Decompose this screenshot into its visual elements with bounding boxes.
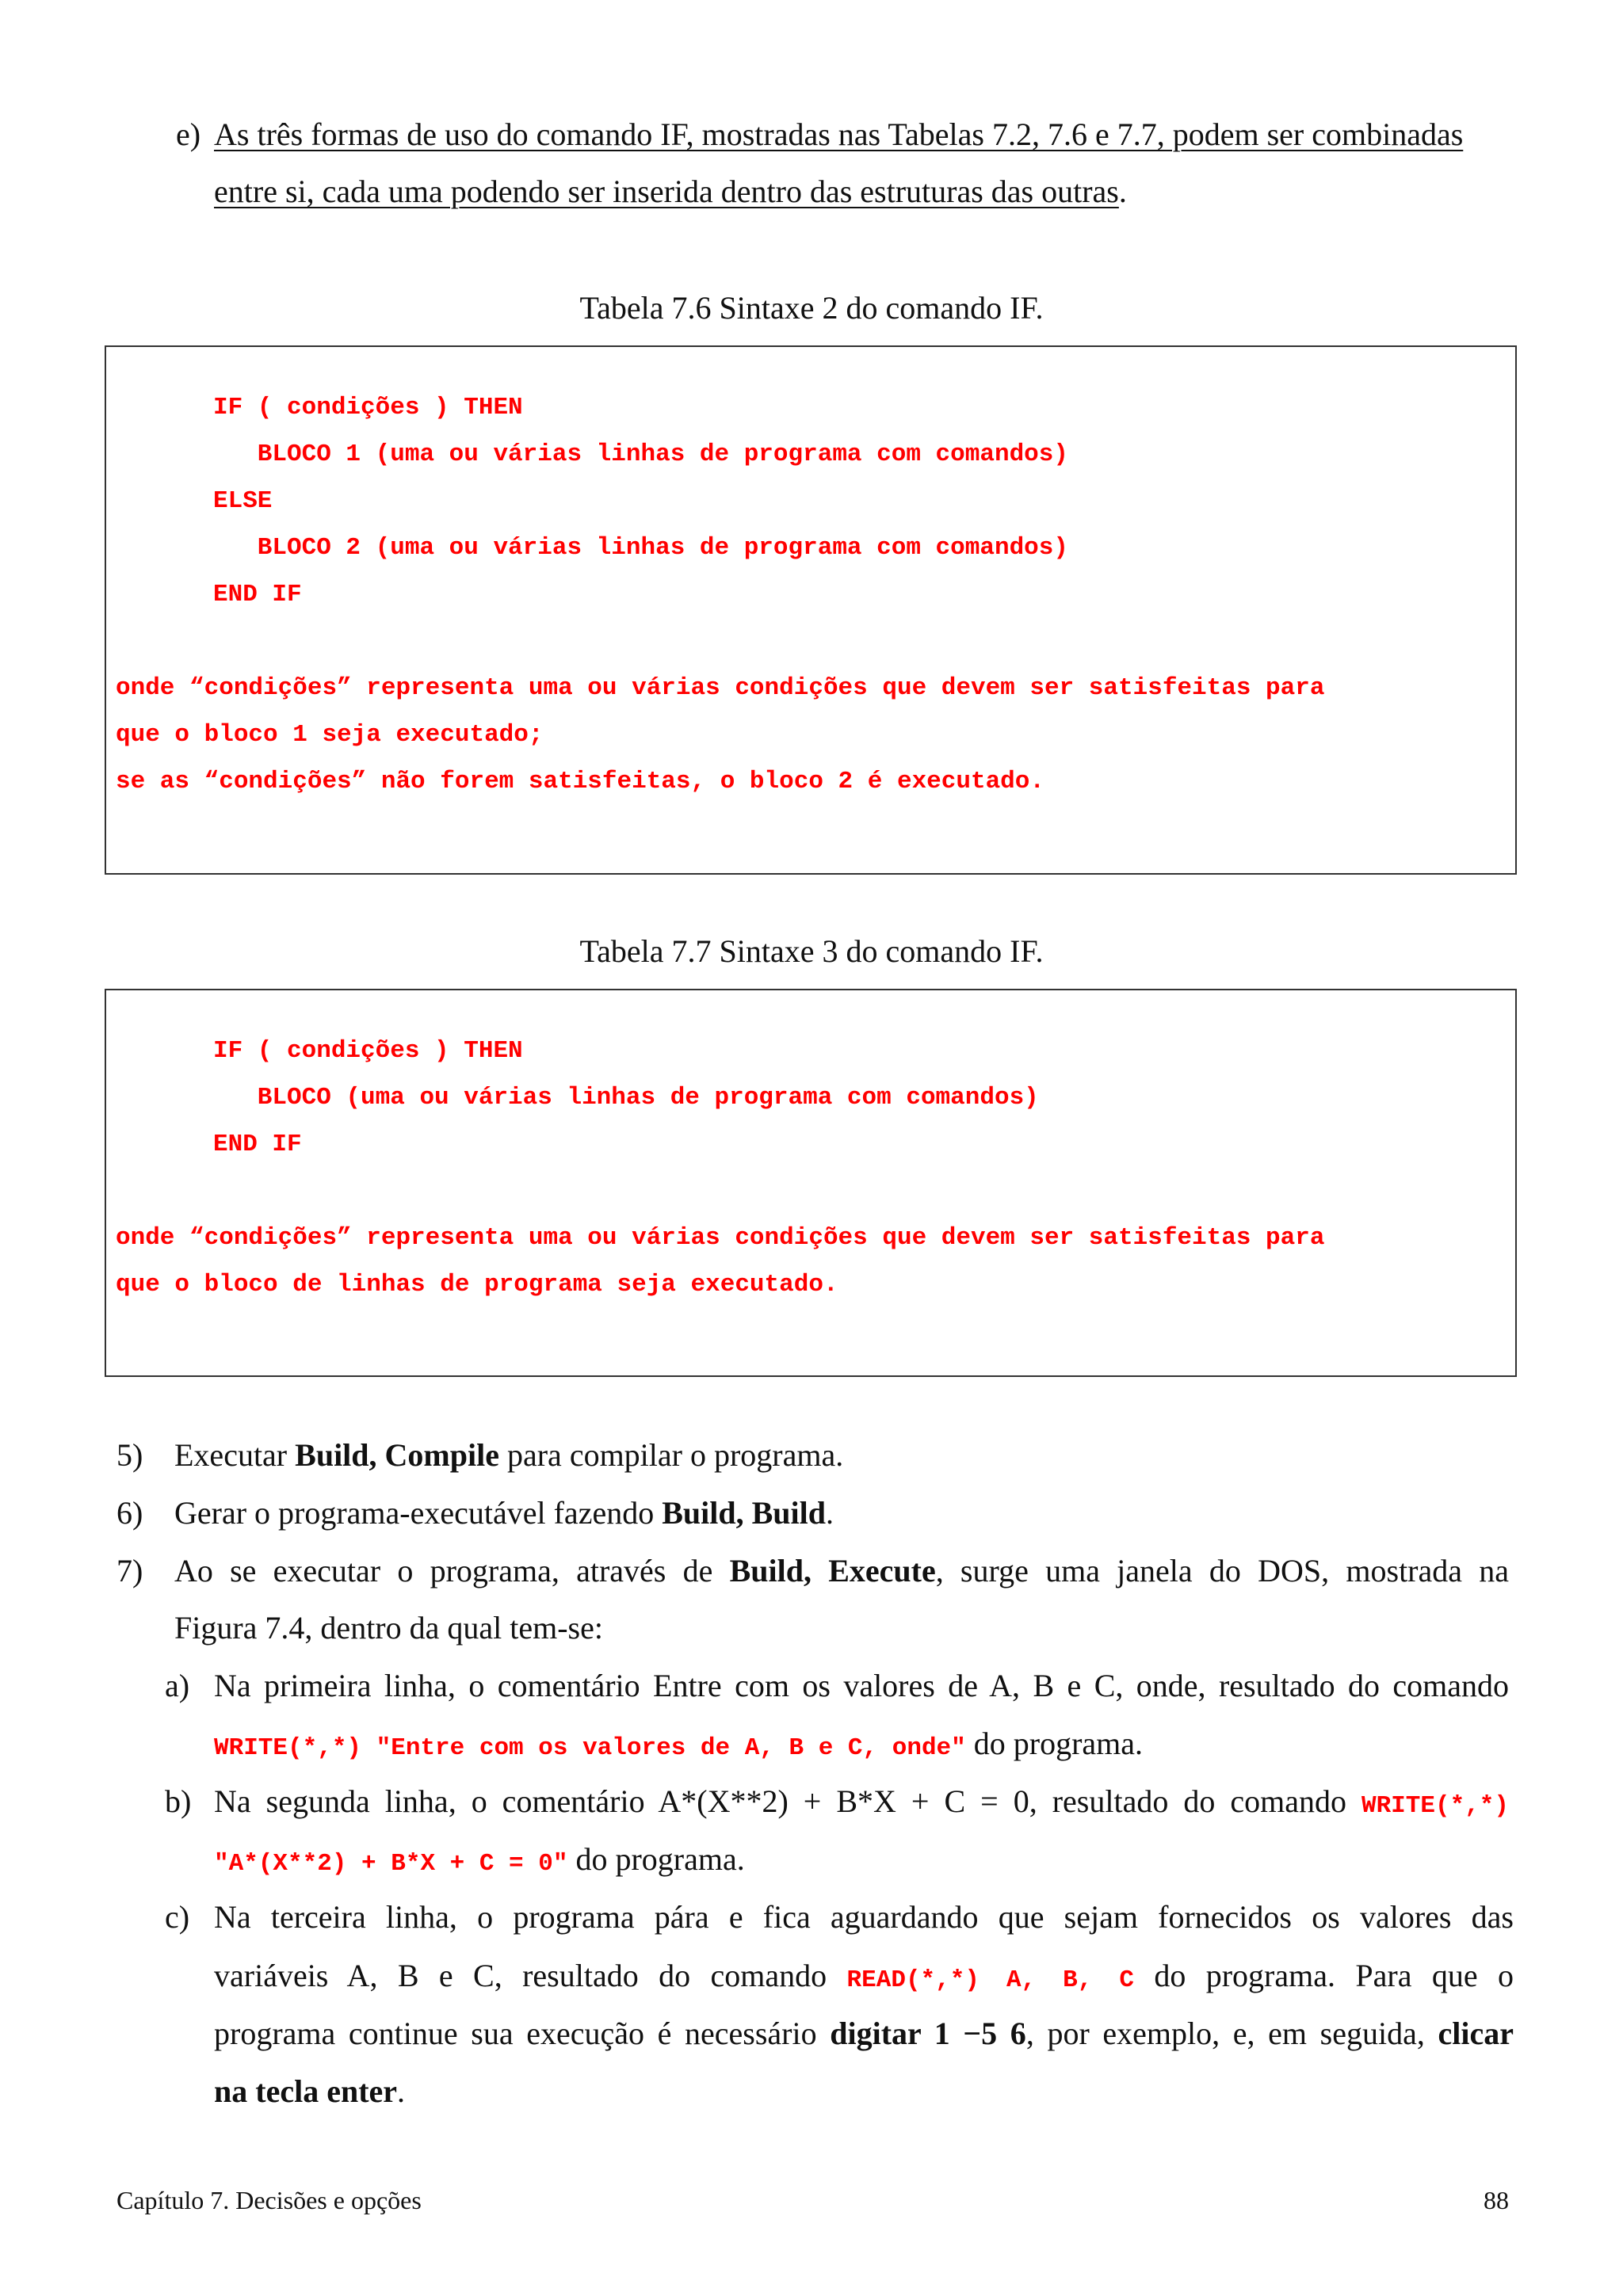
footer-chapter: Capítulo 7. Decisões e opções — [116, 2186, 422, 2214]
sub-b-code1: WRITE(*,*) — [1361, 1792, 1509, 1820]
sub-c-line1: Na terceira linha, o programa pára e fica aguardando que sejam fornecidos os valores das — [214, 1899, 1514, 1935]
table-7-6-code-line: BLOCO 1 (uma ou várias linhas de programa com comandos) — [213, 441, 1068, 468]
sub-c-line3-bold1: digitar 1 −5 6 — [830, 2016, 1026, 2051]
step-6-number: 6) — [116, 1495, 143, 1531]
step-7-post: , surge uma janela do DOS, mostrada na — [935, 1553, 1509, 1589]
step-7-line1 — [174, 1543, 1509, 1600]
step-6-post: . — [826, 1495, 834, 1531]
item-e-line2-text: entre si, cada uma podendo ser inserida dentro das estruturas das outras — [214, 174, 1119, 209]
step-5-post: para compilar o programa. — [498, 1437, 844, 1473]
sub-b-marker: b) — [165, 1783, 192, 1819]
item-e-line2-end: . — [1118, 174, 1127, 209]
table-7-6-note: onde “condições” representa uma ou várias condições que devem ser satisfeitas para — [116, 674, 1325, 702]
step-6-pre: Gerar o programa-executável fazendo — [174, 1495, 663, 1531]
sub-c-line3-pre: programa continue sua execução é necessário — [214, 2016, 831, 2051]
step-7-pre: Ao se executar o programa, através de — [174, 1553, 730, 1589]
table-7-6-note: se as “condições” não forem satisfeitas, o bloco 2 é executado. — [116, 768, 1044, 795]
sub-b-pre: Na segunda linha, o comentário A*(X**2) + B*X + C = 0, resultado do comando — [214, 1783, 1361, 1819]
step-6-bold: Build, Build — [662, 1495, 826, 1531]
sub-a-line1: Na primeira linha, o comentário Entre com os valores de A, B e C, onde, resultado do comando — [214, 1668, 1509, 1703]
table-7-7-note: onde “condições” representa uma ou várias condições que devem ser satisfeitas para — [116, 1224, 1325, 1252]
table-7-6-note: que o bloco 1 seja executado; — [116, 721, 544, 749]
table-7-7-code-line: IF ( condições ) THEN — [213, 1037, 523, 1065]
table-7-6-caption: Tabela 7.6 Sintaxe 2 do comando IF. — [579, 290, 1044, 326]
table-7-6-code-line: BLOCO 2 (uma ou várias linhas de programa com comandos) — [213, 534, 1068, 562]
step-5-number: 5) — [116, 1437, 143, 1473]
sub-c-line3-mid: , por exemplo, e, em seguida, — [1025, 2016, 1438, 2051]
sub-c-line4-bold: na tecla enter — [214, 2073, 398, 2109]
table-7-6-code-line: ELSE — [213, 487, 273, 515]
sub-a-line2 — [214, 1715, 1143, 1777]
sub-c-line4-post: . — [397, 2073, 406, 2109]
sub-c-marker: c) — [165, 1899, 190, 1935]
table-7-7-code-line: BLOCO (uma ou várias linhas de programa com comandos) — [213, 1084, 1039, 1112]
sub-b-line2 — [214, 1831, 745, 1893]
sub-b-code2: "A*(X**2) + B*X + C = 0" — [214, 1850, 568, 1878]
sub-c-line2 — [214, 1947, 1514, 2009]
step-5-bold: Build, Compile — [295, 1437, 499, 1473]
step-7-line2: Figura 7.4, dentro da qual tem-se: — [174, 1610, 603, 1646]
step-7-bold: Build, Execute — [729, 1553, 936, 1589]
table-7-7-note: que o bloco de linhas de programa seja executado. — [116, 1271, 838, 1299]
sub-c-line3-bold2: clicar — [1438, 2016, 1514, 2051]
footer-page-number: 88 — [1484, 2186, 1509, 2214]
table-7-7-code-line: END IF — [213, 1131, 302, 1158]
table-7-6-code-line: END IF — [213, 581, 302, 608]
sub-a-marker: a) — [165, 1668, 190, 1703]
table-7-7-caption: Tabela 7.7 Sintaxe 3 do comando IF. — [579, 933, 1044, 969]
item-e-marker: e) — [176, 116, 201, 152]
sub-a-code: WRITE(*,*) "Entre com os valores de A, B e C, onde" — [214, 1734, 966, 1762]
step-5-pre: Executar — [174, 1437, 296, 1473]
sub-c-line2-post: do programa. Para que o — [1133, 1958, 1514, 1993]
item-e-line1: As três formas de uso do comando IF, mostradas nas Tabelas 7.2, 7.6 e 7.7, podem ser combinadas — [214, 116, 1464, 152]
step-5-text — [174, 1427, 843, 1484]
step-7-number: 7) — [116, 1553, 143, 1589]
sub-a-post: do programa. — [965, 1726, 1144, 1761]
sub-c-line3 — [214, 2005, 1514, 2062]
sub-c-line4 — [214, 2063, 405, 2120]
table-7-7-box — [105, 989, 1517, 1377]
step-6-text — [174, 1485, 834, 1542]
sub-c-line2-pre: variáveis A, B e C, resultado do comando — [214, 1958, 847, 1993]
sub-b-line1 — [214, 1773, 1509, 1835]
sub-b-post: do programa. — [567, 1841, 745, 1877]
sub-c-line2-code: READ(*,*) A, B, C — [846, 1966, 1134, 1994]
table-7-6-box — [105, 345, 1517, 875]
table-7-6-code-line: IF ( condições ) THEN — [213, 394, 523, 421]
item-e-line2 — [214, 163, 1127, 220]
